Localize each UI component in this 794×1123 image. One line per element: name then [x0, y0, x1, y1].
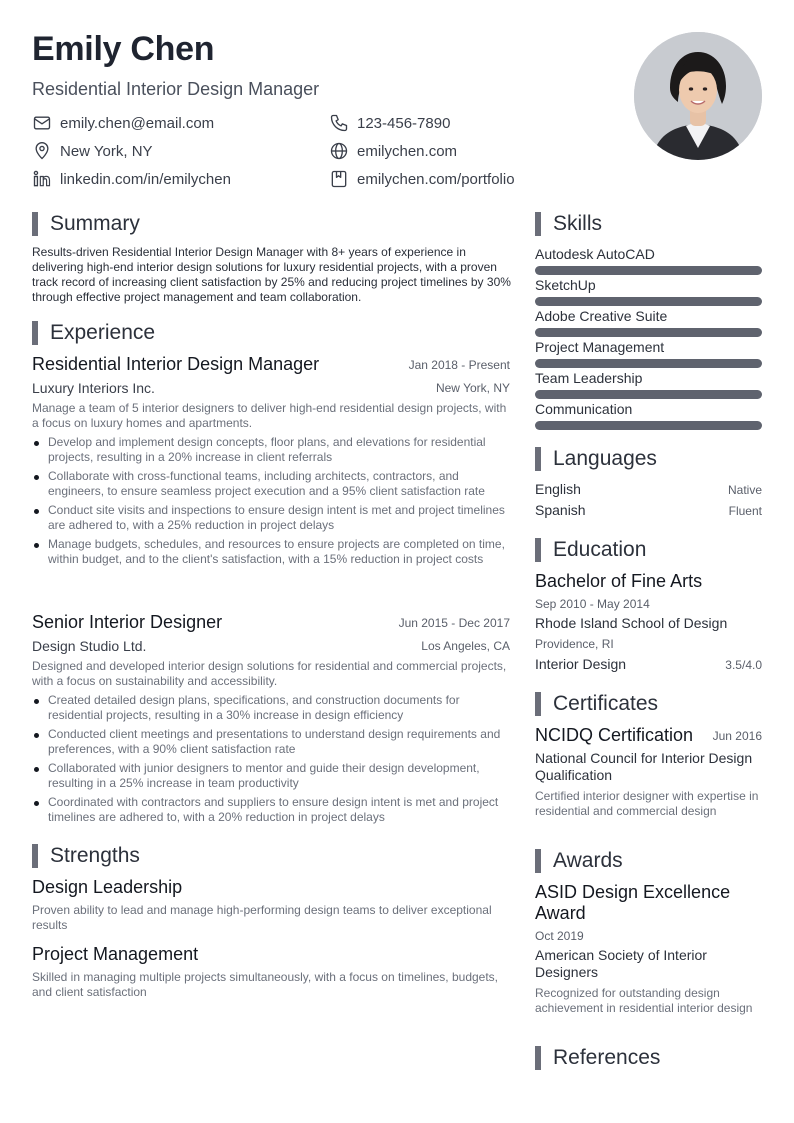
- job-title: Senior Interior Designer: [32, 612, 223, 632]
- award-date: Oct 2019: [535, 929, 584, 943]
- job-bullets: [32, 435, 512, 571]
- education-dates: Sep 2010 - May 2014: [535, 597, 650, 611]
- education-degree: Bachelor of Fine Arts: [535, 571, 703, 591]
- language-name: Spanish: [535, 502, 586, 518]
- summary-text: Results-driven Residential Interior Design Manager with 8+ years of experience in delivering high-end interior design solutions for luxury residential projects, with a proven track record of increasing client satisfaction by 25% and reducing project timelines by 30% through effective project management and team collaboration.: [32, 245, 511, 304]
- job-company: Luxury Interiors Inc.: [32, 380, 155, 396]
- strength-title: Project Management: [32, 944, 199, 964]
- certificate-issuer: National Council for Interior Design Qualification: [535, 750, 753, 783]
- job-dates: Jan 2018 - Present: [408, 358, 510, 372]
- contact-block: [32, 112, 592, 196]
- candidate-role: Residential Interior Design Manager: [32, 79, 320, 99]
- contact-phone[interactable]: [329, 112, 450, 134]
- languages-heading: Languages: [535, 447, 657, 471]
- contact-portfolio[interactable]: [329, 168, 515, 190]
- job-location: Los Angeles, CA: [421, 639, 510, 653]
- list-item: Created detailed design plans, specifications, and construction documents for residential projects, resulting in a 30% increase in design efficiency: [32, 693, 512, 723]
- strength-description: Skilled in managing multiple projects simultaneously, with a focus on timelines, budgets, and client satisfaction: [32, 970, 499, 999]
- education-field-row: [535, 656, 762, 672]
- globe-icon: [329, 141, 349, 161]
- award-description: Recognized for outstanding design achievement in residential interior design: [535, 986, 753, 1015]
- list-item: Collaborated with junior designers to mentor and guide their design development, resulting in a 25% increase in team productivity: [32, 761, 512, 791]
- references-heading: References: [535, 1046, 660, 1070]
- education-location: Providence, RI: [535, 637, 614, 651]
- location-text: New York, NY: [60, 142, 153, 160]
- mail-icon: [32, 113, 52, 133]
- job-dates: Jun 2015 - Dec 2017: [398, 616, 510, 630]
- contact-location: [32, 140, 153, 162]
- profile-photo: [634, 32, 762, 160]
- certificate-description: Certified interior designer with expertise in residential and commercial design: [535, 789, 759, 818]
- education-gpa: 3.5/4.0: [725, 658, 762, 672]
- website-text: emilychen.com: [357, 142, 458, 160]
- language-level: Fluent: [728, 504, 762, 518]
- strength-title: Design Leadership: [32, 877, 183, 897]
- language-name: English: [535, 481, 581, 497]
- phone-text: 123-456-7890: [357, 114, 451, 132]
- certificate-date: Jun 2016: [712, 728, 762, 743]
- education-heading: Education: [535, 538, 646, 562]
- language-row: [535, 481, 762, 497]
- skill-bar: [535, 390, 762, 399]
- contact-email[interactable]: [32, 112, 214, 134]
- list-item: Conduct site visits and inspections to ensure design intent is met and project timelines are adhered to, with a 25% reduction in project delays: [32, 503, 512, 533]
- email-text: emily.chen@email.com: [60, 114, 215, 132]
- portfolio-icon: [329, 169, 349, 189]
- language-row: [535, 502, 762, 518]
- skill-name: Adobe Creative Suite: [535, 308, 668, 324]
- candidate-name: Emily Chen: [32, 30, 215, 68]
- list-item: Conducted client meetings and presentations to understand design requirements and preferences, with a 90% client satisfaction rate: [32, 727, 512, 757]
- language-level: Native: [727, 483, 762, 497]
- skill-bar: [535, 297, 762, 306]
- skill-name: Autodesk AutoCAD: [535, 246, 655, 262]
- certificates-heading: Certificates: [535, 692, 658, 716]
- education-field: Interior Design: [535, 656, 627, 672]
- award-issuer: American Society of Interior Designers: [535, 947, 707, 980]
- list-item: Manage budgets, schedules, and resources to ensure projects are completed on time, within budget, and to the client's satisfaction, with a 15% reduction in project costs: [32, 537, 512, 567]
- linkedin-icon: [32, 169, 52, 189]
- contact-website[interactable]: [329, 140, 457, 162]
- contact-linkedin[interactable]: [32, 168, 231, 190]
- portfolio-text: emilychen.com/portfolio: [357, 170, 515, 188]
- certificate-row: [535, 725, 762, 746]
- list-item: Develop and implement design concepts, floor plans, and elevations for residential projects, resulting in a 20% increase in client referrals: [32, 435, 512, 465]
- skill-name: Communication: [535, 401, 633, 417]
- skill-name: Team Leadership: [535, 370, 643, 386]
- skill-name: Project Management: [535, 339, 665, 355]
- education-school: Rhode Island School of Design: [535, 615, 728, 631]
- award-name: ASID Design Excellence Award: [535, 882, 731, 923]
- skill-bar: [535, 359, 762, 368]
- job-description: Designed and developed interior design solutions for residential and commercial projects, with a focus on sustainability and accessibility.: [32, 659, 507, 688]
- linkedin-text: linkedin.com/in/emilychen: [60, 170, 231, 188]
- strengths-heading: Strengths: [32, 844, 140, 868]
- list-item: Coordinated with contractors and suppliers to ensure design intent is met and project timelines are adhered to, with a 20% reduction in project delays: [32, 795, 512, 825]
- job-company: Design Studio Ltd.: [32, 638, 147, 654]
- skill-bar: [535, 266, 762, 275]
- list-item: Collaborate with cross-functional teams, including architects, contractors, and engineers, to ensure seamless project execution and a 95% client satisfaction rate: [32, 469, 512, 499]
- job-title: Residential Interior Design Manager: [32, 354, 320, 374]
- strength-description: Proven ability to lead and manage high-performing design teams to deliver exceptional results: [32, 903, 492, 932]
- job-bullets: [32, 693, 512, 829]
- skill-bar: [535, 328, 762, 337]
- skills-heading: Skills: [535, 212, 602, 236]
- certificate-name: NCIDQ Certification: [535, 725, 694, 745]
- skill-name: SketchUp: [535, 277, 596, 293]
- experience-heading: Experience: [32, 321, 155, 345]
- phone-icon: [329, 113, 349, 133]
- job-description: Manage a team of 5 interior designers to deliver high-end residential design projects, with a focus on luxury homes and apartments.: [32, 401, 507, 430]
- job-location: New York, NY: [435, 381, 510, 395]
- skill-bar: [535, 421, 762, 430]
- awards-heading: Awards: [535, 849, 623, 873]
- summary-heading: Summary: [32, 212, 140, 236]
- location-pin-icon: [32, 141, 52, 161]
